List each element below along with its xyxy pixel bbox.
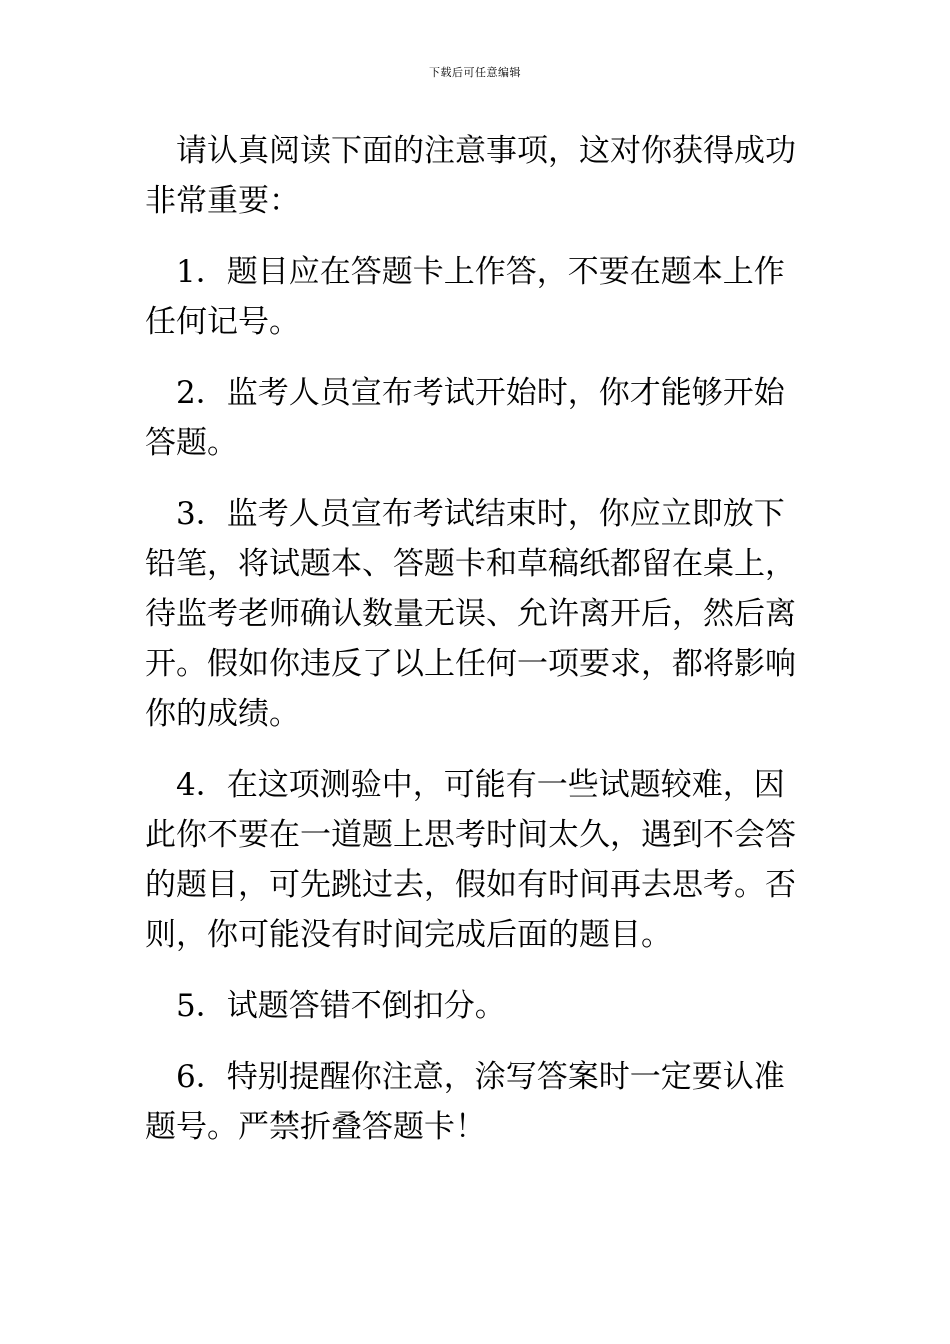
rule-3-paragraph: 3．监考人员宣布考试结束时，你应立即放下铅笔，将试题本、答题卡和草稿纸都留在桌上，待监考老师确认数量无误、允许离开后，然后离开。假如你违反了以上任何一项要求，都将影响你的成绩。 [145, 496, 796, 732]
rule-6-paragraph: 6．特别提醒你注意，涂写答案时一定要认准题号。严禁折叠答题卡！ [145, 1059, 785, 1145]
intro-paragraph: 请认真阅读下面的注意事项，这对你获得成功非常重要： [145, 133, 796, 219]
rule-2-paragraph: 2．监考人员宣布考试开始时，你才能够开始答题。 [145, 375, 785, 461]
header-note: 下载后可任意编辑 [429, 66, 521, 79]
rule-4-paragraph: 4．在这项测验中，可能有一些试题较难，因此你不要在一道题上思考时间太久，遇到不会答的题目，可先跳过去，假如有时间再去思考。否则，你可能没有时间完成后面的题目。 [145, 767, 796, 953]
rule-5-paragraph: 5．试题答错不倒扣分。 [176, 988, 506, 1024]
document-body [145, 126, 805, 1152]
rule-1-paragraph: 1．题目应在答题卡上作答，不要在题本上作任何记号。 [145, 254, 785, 340]
